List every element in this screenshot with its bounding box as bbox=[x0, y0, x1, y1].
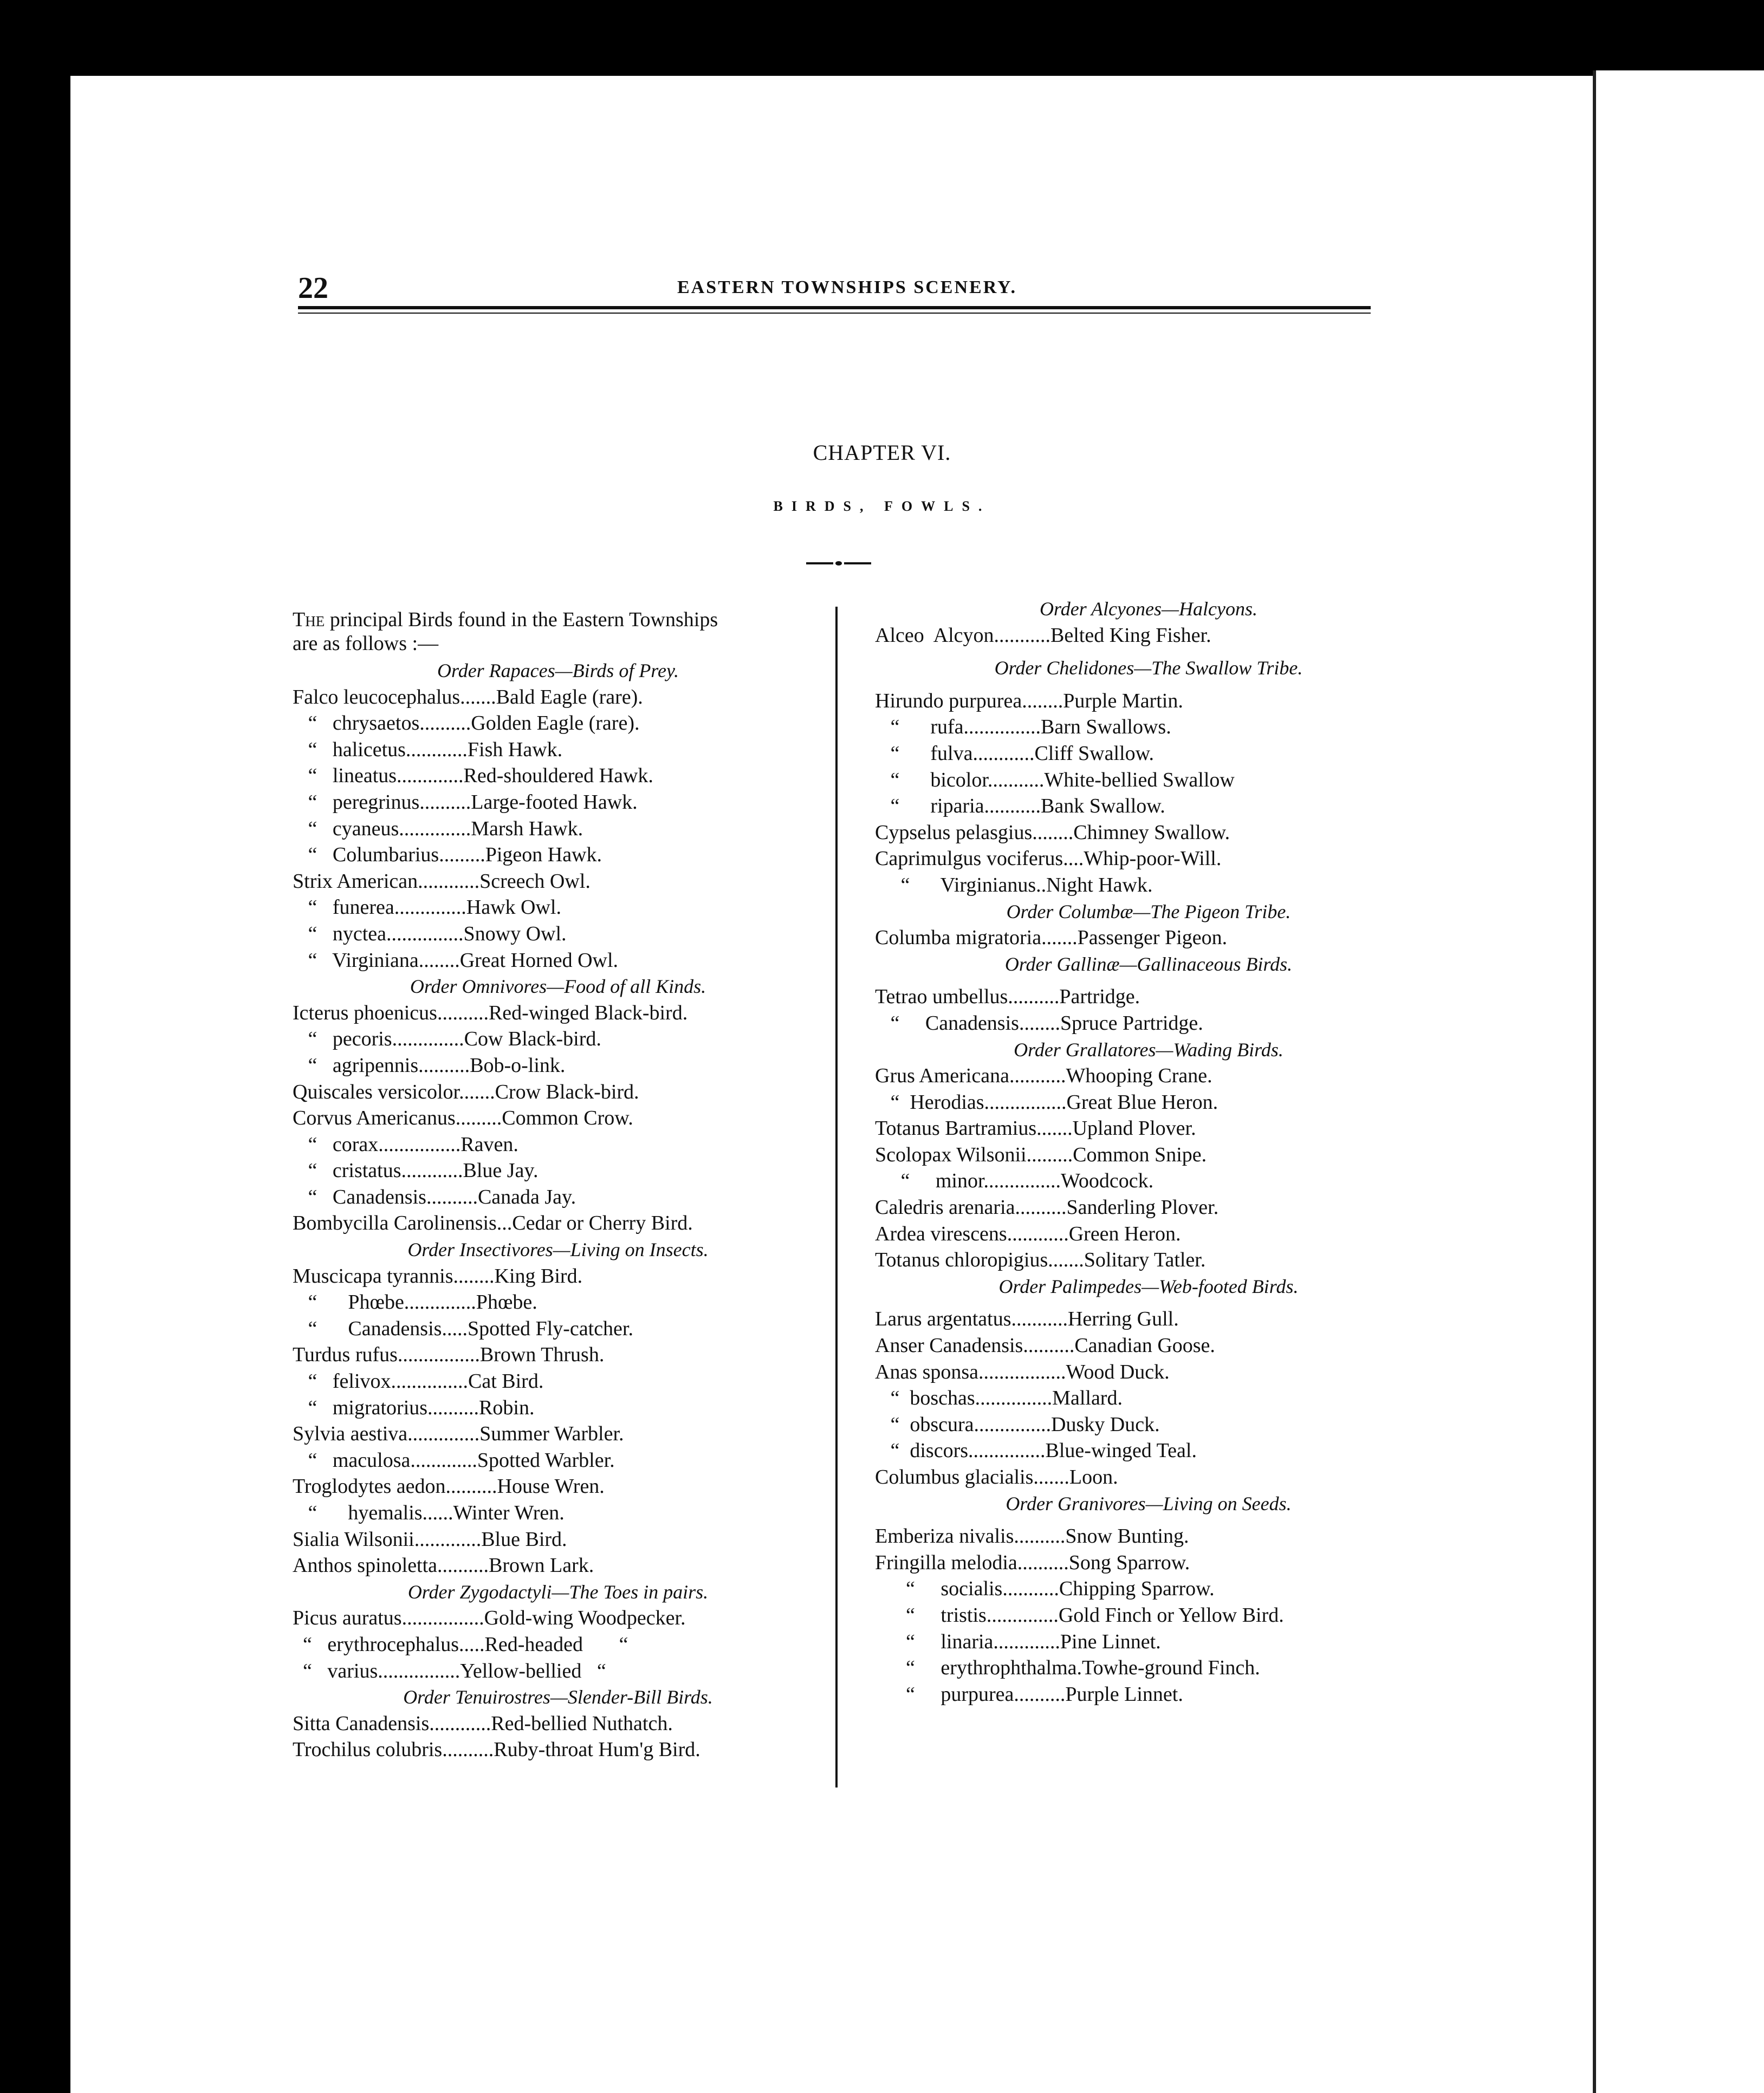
bird-entry: Icterus phoenicus..........Red-winged Black-bird. bbox=[293, 1001, 688, 1024]
bird-entry: “ erythrophthalma.Towhe-ground Finch. bbox=[875, 1656, 1260, 1680]
bird-entry: Picus auratus................Gold-wing Woodpecker. bbox=[293, 1607, 686, 1630]
bird-entry: Grus Americana...........Whooping Crane. bbox=[875, 1064, 1212, 1088]
bird-entry: Corvus Americanus.........Common Crow. bbox=[293, 1107, 633, 1130]
adjacent-page-edge bbox=[1593, 70, 1764, 2093]
intro-paragraph bbox=[293, 608, 823, 655]
bird-entry: “ socialis...........Chipping Sparrow. bbox=[875, 1577, 1215, 1601]
page-number: 22 bbox=[298, 271, 328, 305]
spacer bbox=[875, 648, 1422, 655]
intro-line-1: principal Birds found in the Eastern Townships bbox=[325, 608, 718, 631]
bird-entry: Sialia Wilsonii.............Blue Bird. bbox=[293, 1528, 567, 1551]
bird-entry: “ nyctea...............Snowy Owl. bbox=[293, 922, 567, 945]
bird-entry: Caledris arenaria..........Sanderling Plover. bbox=[875, 1196, 1219, 1219]
right-column bbox=[875, 596, 1422, 1707]
bird-entry: “ Virginianus..Night Hawk. bbox=[875, 873, 1153, 896]
order-heading: Order Granivores—Living on Seeds. bbox=[1006, 1492, 1292, 1514]
bird-entry: Sylvia aestiva..............Summer Warbler. bbox=[293, 1422, 624, 1446]
order-heading: Order Omnivores—Food of all Kinds. bbox=[410, 976, 706, 998]
bird-entry: Falco leucocephalus.......Bald Eagle (rare). bbox=[293, 685, 643, 708]
bird-entry: Columba migratoria.......Passenger Pigeon. bbox=[875, 926, 1228, 950]
bird-entry: “ corax................Raven. bbox=[293, 1133, 518, 1156]
bird-entry: Columbus glacialis.......Loon. bbox=[875, 1466, 1118, 1488]
bird-entry: Turdus rufus................Brown Thrush. bbox=[293, 1343, 605, 1367]
bird-entry: “ lineatus.............Red-shouldered Hawk. bbox=[293, 764, 653, 788]
left-column bbox=[293, 608, 823, 1763]
bird-entry: “ tristis..............Gold Finch or Yellow Bird. bbox=[875, 1603, 1284, 1627]
order-heading: Order Gallinæ—Gallinaceous Birds. bbox=[1004, 953, 1293, 975]
bird-entry: Cypselus pelasgius........Chimney Swallow. bbox=[875, 821, 1230, 844]
bird-entry: Trochilus colubris..........Ruby-throat Hum'g Bird. bbox=[293, 1738, 701, 1761]
section-title: BIRDS, FOWLS. bbox=[773, 498, 991, 514]
order-heading: Order Palimpedes—Web-footed Birds. bbox=[998, 1275, 1299, 1297]
bird-entry: “ cyaneus..............Marsh Hawk. bbox=[293, 817, 583, 840]
spacer bbox=[875, 1517, 1422, 1523]
bird-entry: Scolopax Wilsonii.........Common Snipe. bbox=[875, 1143, 1207, 1166]
page-header bbox=[298, 265, 1371, 309]
bird-entry: “ Herodias................Great Blue Heron. bbox=[875, 1090, 1218, 1114]
order-heading: Order Rapaces—Birds of Prey. bbox=[437, 660, 679, 681]
bird-entry: “ Canadensis........Spruce Partridge. bbox=[875, 1011, 1203, 1035]
bird-entry: Anser Canadensis..........Canadian Goose. bbox=[875, 1334, 1215, 1357]
order-heading: Order Grallatores—Wading Birds. bbox=[1014, 1038, 1283, 1061]
order-heading: Order Chelidones—The Swallow Tribe. bbox=[994, 657, 1303, 679]
bird-entry: “ halicetus............Fish Hawk. bbox=[293, 738, 563, 761]
bird-entry: Troglodytes aedon..........House Wren. bbox=[293, 1475, 605, 1498]
intro-first-word: The bbox=[293, 608, 325, 631]
bird-entry: “ rufa...............Barn Swallows. bbox=[875, 716, 1171, 739]
bird-entry: “ funerea..............Hawk Owl. bbox=[293, 896, 561, 919]
bird-entry: Fringilla melodia..........Song Sparrow. bbox=[875, 1551, 1190, 1574]
right-bird-list bbox=[875, 596, 1422, 1707]
bird-entry: “ peregrinus..........Large-footed Hawk. bbox=[293, 790, 638, 814]
bird-entry: “ varius................Yellow-bellied “ bbox=[293, 1659, 606, 1682]
bird-entry: “ riparia...........Bank Swallow. bbox=[875, 795, 1165, 818]
bird-entry: “ discors...............Blue-winged Teal. bbox=[875, 1439, 1197, 1462]
bird-entry: “ Phœbe..............Phœbe. bbox=[293, 1291, 537, 1314]
bird-entry: Totanus chloropigius.......Solitary Tatler. bbox=[875, 1249, 1206, 1272]
header-rule bbox=[298, 306, 1371, 314]
bird-entry: “ Canadensis..........Canada Jay. bbox=[293, 1185, 576, 1208]
bird-entry: Caprimulgus vociferus....Whip-poor-Will. bbox=[875, 847, 1222, 870]
bird-entry: Anas sponsa.................Wood Duck. bbox=[875, 1360, 1170, 1383]
bird-entry: “ Columbarius.........Pigeon Hawk. bbox=[293, 843, 602, 867]
bird-entry: “ bicolor...........White-bellied Swallow bbox=[875, 768, 1235, 791]
bird-entry: Strix American............Screech Owl. bbox=[293, 869, 591, 893]
bird-entry: Muscicapa tyrannis........King Bird. bbox=[293, 1264, 583, 1288]
bird-entry: “ erythrocephalus.....Red-headed “ bbox=[293, 1633, 628, 1656]
bird-entry: Quiscales versicolor.......Crow Black-bird. bbox=[293, 1080, 639, 1103]
bird-entry: Sitta Canadensis............Red-bellied Nuthatch. bbox=[293, 1712, 673, 1735]
bird-entry: “ minor...............Woodcock. bbox=[875, 1169, 1154, 1193]
bird-entry: “ chrysaetos..........Golden Eagle (rare). bbox=[293, 712, 640, 735]
bird-entry: “ fulva............Cliff Swallow. bbox=[875, 742, 1155, 765]
bird-entry: “ maculosa.............Spotted Warbler. bbox=[293, 1448, 615, 1472]
bird-entry: Bombycilla Carolinensis...Cedar or Cherry Bird. bbox=[293, 1212, 693, 1235]
order-heading: Order Tenuirostres—Slender-Bill Birds. bbox=[403, 1686, 713, 1708]
bird-entry: “ purpurea..........Purple Linnet. bbox=[875, 1682, 1183, 1706]
bird-entry: “ boschas...............Mallard. bbox=[875, 1387, 1123, 1410]
intro-line-2: are as follows :— bbox=[293, 632, 439, 655]
running-title: EASTERN TOWNSHIPS SCENERY. bbox=[677, 277, 1017, 297]
order-heading: Order Alcyones—Halcyons. bbox=[1040, 598, 1257, 620]
bird-entry: “ hyemalis......Winter Wren. bbox=[293, 1502, 565, 1524]
spacer bbox=[875, 1299, 1422, 1306]
chapter-title: CHAPTER VI. bbox=[813, 440, 951, 465]
ornament-divider bbox=[806, 561, 871, 566]
bird-entry: “ linaria.............Pine Linnet. bbox=[875, 1630, 1161, 1653]
bird-entry: Anthos spinoletta..........Brown Lark. bbox=[293, 1554, 594, 1577]
bird-entry: “ Canadensis.....Spotted Fly-catcher. bbox=[293, 1317, 633, 1340]
bird-entry: Ardea virescens............Green Heron. bbox=[875, 1222, 1181, 1245]
spacer bbox=[875, 681, 1422, 688]
spacer bbox=[875, 977, 1422, 984]
left-bird-list bbox=[293, 658, 823, 1763]
bird-entry: Totanus Bartramius.......Upland Plover. bbox=[875, 1117, 1196, 1140]
bird-entry: Larus argentatus...........Herring Gull. bbox=[875, 1308, 1179, 1331]
order-heading: Order Columbæ—The Pigeon Tribe. bbox=[1006, 900, 1291, 922]
bird-entry: “ agripennis..........Bob-o-link. bbox=[293, 1054, 566, 1077]
bird-entry: “ felivox...............Cat Bird. bbox=[293, 1370, 544, 1393]
bird-entry: “ obscura...............Dusky Duck. bbox=[875, 1413, 1160, 1436]
bird-entry: “ cristatus............Blue Jay. bbox=[293, 1159, 539, 1182]
bird-entry: “ migratorius..........Robin. bbox=[293, 1396, 535, 1419]
bird-entry: “ Virginiana........Great Horned Owl. bbox=[293, 948, 619, 972]
bird-entry: Hirundo purpurea........Purple Martin. bbox=[875, 689, 1183, 712]
bird-entry: “ pecoris..............Cow Black-bird. bbox=[293, 1028, 601, 1051]
order-heading: Order Insectivores—Living on Insects. bbox=[407, 1239, 709, 1261]
order-heading: Order Zygodactyli—The Toes in pairs. bbox=[407, 1581, 709, 1603]
column-divider bbox=[835, 607, 838, 1787]
bird-entry: Tetrao umbellus..........Partridge. bbox=[875, 985, 1140, 1009]
bird-entry: Emberiza nivalis..........Snow Bunting. bbox=[875, 1525, 1189, 1548]
bird-entry: Alceo Alcyon...........Belted King Fisher. bbox=[875, 623, 1211, 647]
